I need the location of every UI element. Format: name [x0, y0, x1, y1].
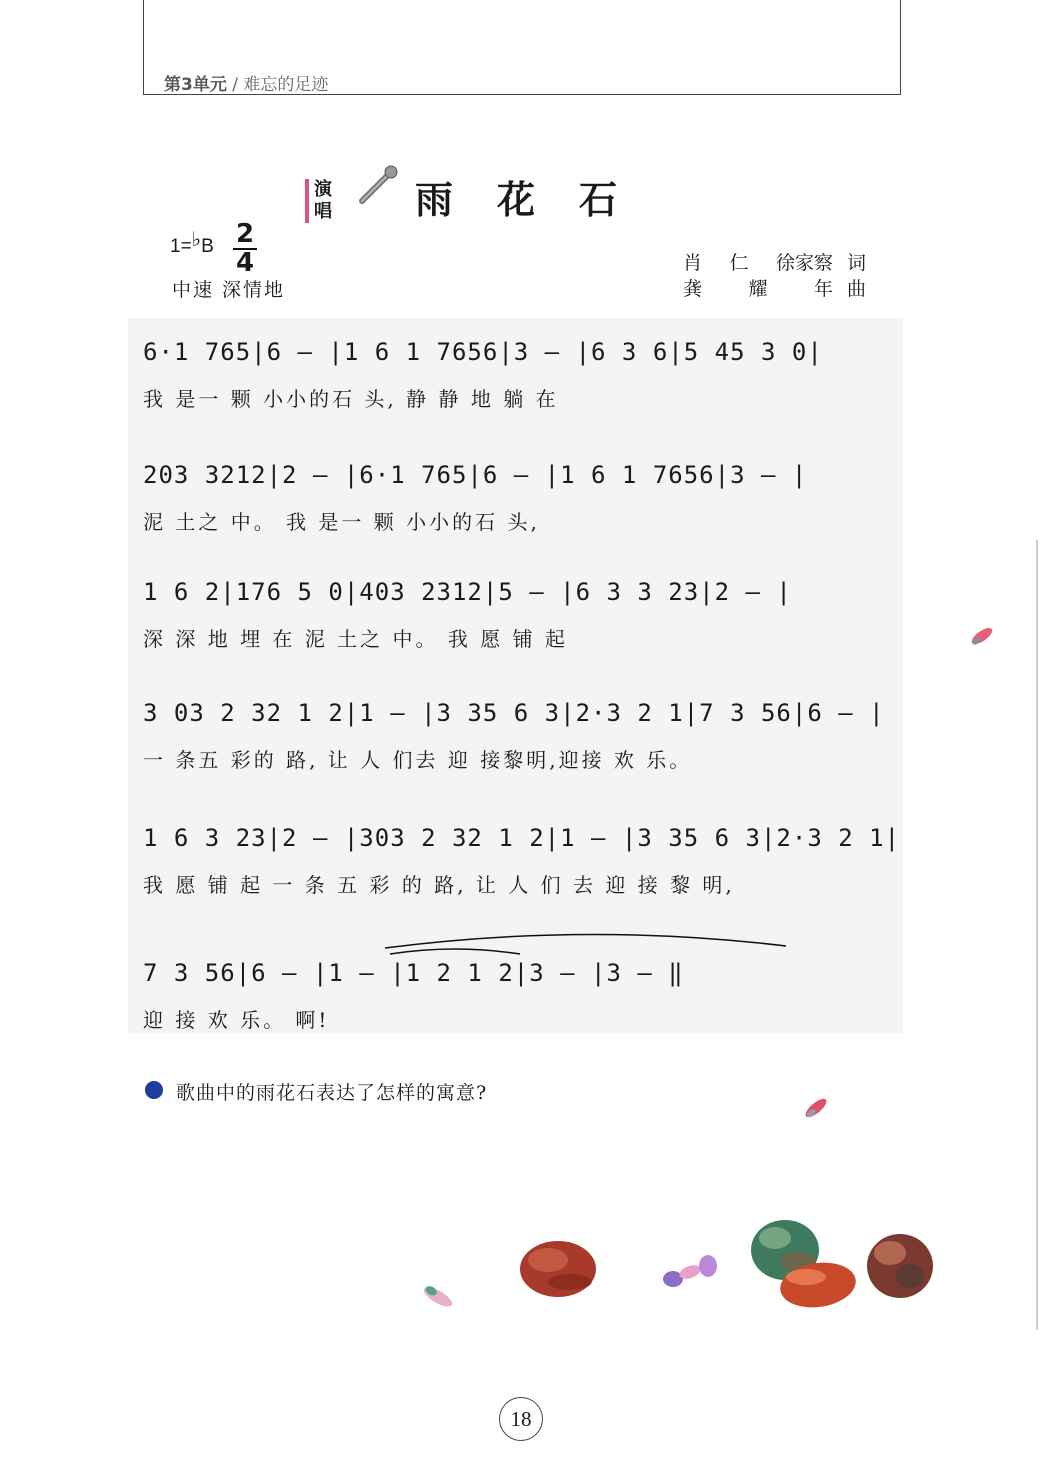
- question-bullet-icon: [145, 1081, 163, 1099]
- key-note: B: [201, 236, 214, 257]
- page-number: 18: [499, 1397, 543, 1441]
- notation-line-6: 7 3 56|6 – |1 – |1 2 1 2|3 – |3 – ‖: [143, 959, 684, 987]
- unit-label: 第3单元: [164, 75, 227, 95]
- lyrics-line-6: 迎 接 欢 乐。 啊!: [143, 1008, 330, 1032]
- lyricist-1: 肖: [683, 252, 703, 274]
- unit-header: [164, 70, 328, 95]
- notation-line-3: 1 6 2|176 5 0|403 2312|5 – |6 3 3 23|2 – |: [143, 578, 792, 606]
- lyricist-role: 词: [847, 252, 867, 274]
- key-signature: [170, 229, 214, 258]
- question-text: 歌曲中的雨花石表达了怎样的寓意?: [176, 1082, 488, 1104]
- petal-2: [803, 1096, 829, 1120]
- flat-symbol: ♭: [191, 229, 202, 251]
- key-prefix: 1=: [170, 236, 192, 257]
- notation-line-1: 6·1 765|6 – |1 6 1 7656|3 – |6 3 6|5 45 3 0|: [143, 338, 823, 366]
- credits: [683, 250, 866, 302]
- petal-1: [969, 625, 994, 647]
- composer-3: 年: [813, 278, 833, 300]
- lyricist-2: 仁: [729, 252, 749, 274]
- lyrics-line-4: 一 条五 彩的 路, 让 人 们去 迎 接黎明,迎接 欢 乐。: [143, 748, 693, 772]
- lyricist-row: [683, 250, 866, 276]
- composer-1: 龚: [683, 278, 703, 300]
- notation-line-5: 1 6 3 23|2 – |303 2 32 1 2|1 – |3 35 6 3|2·3 2 1|: [143, 824, 901, 852]
- unit-separator: /: [226, 75, 244, 95]
- lyricist-names: [683, 250, 833, 276]
- unit-title: 难忘的足迹: [243, 75, 329, 95]
- petal-3: [421, 1284, 455, 1310]
- sing-badge: 演唱: [305, 179, 332, 223]
- stone-brown: [867, 1234, 933, 1298]
- composer-row: [683, 276, 866, 302]
- composer-2: 耀: [748, 278, 768, 300]
- lyrics-line-2: 泥 土之 中。 我 是一 颗 小小的石 头,: [143, 510, 540, 534]
- unit-header-box: [143, 0, 901, 95]
- composer-names: [683, 276, 833, 302]
- notation-line-2: 203 3212|2 – |6·1 765|6 – |1 6 1 7656|3 – |: [143, 461, 808, 489]
- stone-green: [751, 1220, 819, 1280]
- microphone-icon: [358, 165, 400, 205]
- petals-cluster: [663, 1255, 717, 1287]
- tempo-marking: 中速 深情地: [172, 279, 286, 301]
- lyrics-line-1: 我 是一 颗 小小的石 头, 静 静 地 躺 在: [143, 387, 559, 411]
- notation-line-4: 3 03 2 32 1 2|1 – |3 35 6 3|2·3 2 1|7 3 56|6 – |: [143, 699, 885, 727]
- time-signature-bottom: 4: [235, 248, 255, 278]
- stone-orange: [777, 1258, 858, 1312]
- song-title: 雨花石: [415, 177, 662, 222]
- lyrics-line-3: 深 深 地 埋 在 泥 土之 中。 我 愿 铺 起: [143, 627, 568, 651]
- lyricist-3: 徐家察: [775, 252, 833, 274]
- lyrics-line-5: 我 愿 铺 起 一 条 五 彩 的 路, 让 人 们 去 迎 接 黎 明,: [143, 873, 735, 897]
- time-signature: [233, 219, 257, 278]
- stone-red: [520, 1241, 596, 1297]
- composer-role: 曲: [847, 278, 867, 300]
- score-background: [128, 318, 903, 1033]
- time-signature-top: 2: [235, 219, 255, 249]
